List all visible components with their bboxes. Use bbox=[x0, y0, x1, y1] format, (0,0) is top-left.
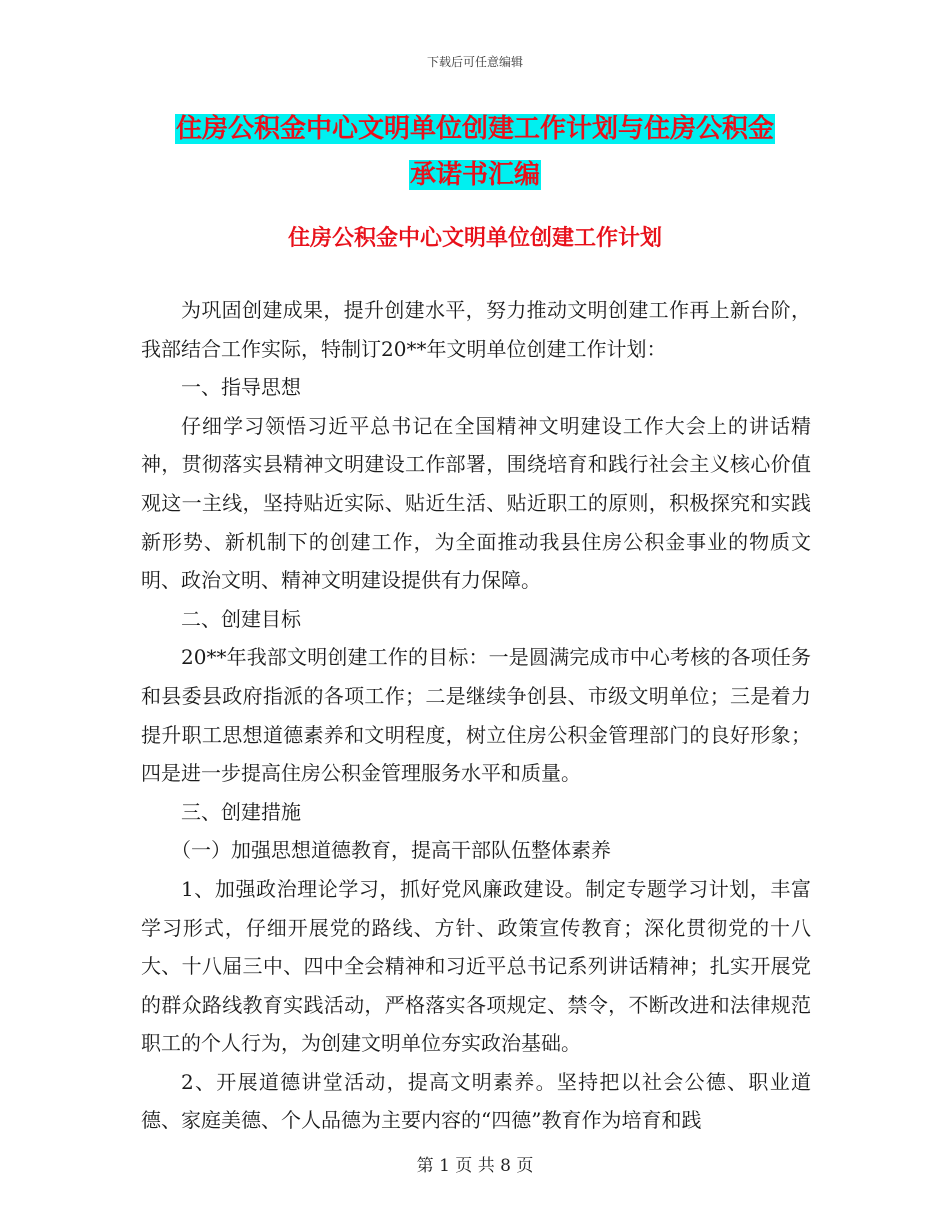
subsection-heading: （一）加强思想道德教育，提高干部队伍整体素养 bbox=[171, 838, 611, 863]
document-body bbox=[141, 291, 811, 1140]
paragraph: 为巩固创建成果，提升创建水平，努力推动文明创建工作再上新台阶，我部结合工作实际，特制订20**年文明单位创建工作计划： bbox=[141, 298, 811, 361]
section-heading: 三、创建措施 bbox=[181, 799, 301, 824]
document-title-line-1: 住房公积金中心文明单位创建工作计划与住房公积金 bbox=[175, 114, 774, 144]
document-title bbox=[0, 106, 950, 198]
document-title-line-2: 承诺书汇编 bbox=[409, 160, 540, 190]
section-heading: 一、指导思想 bbox=[181, 375, 301, 400]
page-number: 第 1 页 共 8 页 bbox=[416, 1156, 534, 1176]
page-header: 下载后可任意编辑 bbox=[426, 55, 523, 69]
paragraph: 20**年我部文明创建工作的目标：一是圆满完成市中心考核的各项任务和县委县政府指派的各项工作；二是继续争创县、市级文明单位；三是着力提升职工思想道德素养和文明程度，树立住房公积金管理部门的良好形象；四是进一步提高住房公积金管理服务水平和质量。 bbox=[141, 645, 811, 786]
section-title: 住房公积金中心文明单位创建工作计划 bbox=[287, 225, 662, 251]
paragraph: 2、开展道德讲堂活动，提高文明素养。坚持把以社会公德、职业道德、家庭美德、个人品德为主要内容的“四德”教育作为培育和践 bbox=[141, 1069, 811, 1133]
section-heading: 二、创建目标 bbox=[181, 606, 301, 631]
paragraph: 1、加强政治理论学习，抓好党风廉政建设。制定专题学习计划，丰富学习形式，仔细开展党的路线、方针、政策宣传教育；深化贯彻党的十八大、十八届三中、四中全会精神和习近平总书记系列讲话精神；扎实开展党的群众路线教育实践活动，严格落实各项规定、禁令，不断改进和法律规范职工的个人行为，为创建文明单位夯实政治基础。 bbox=[141, 876, 811, 1056]
paragraph: 仔细学习领悟习近平总书记在全国精神文明建设工作大会上的讲话精神，贯彻落实县精神文明建设工作部署，围绕培育和践行社会主义核心价值观这一主线，坚持贴近实际、贴近生活、贴近职工的原则，积极探究和实践新形势、新机制下的创建工作，为全面推动我县住房公积金事业的物质文明、政治文明、精神文明建设提供有力保障。 bbox=[141, 413, 811, 593]
